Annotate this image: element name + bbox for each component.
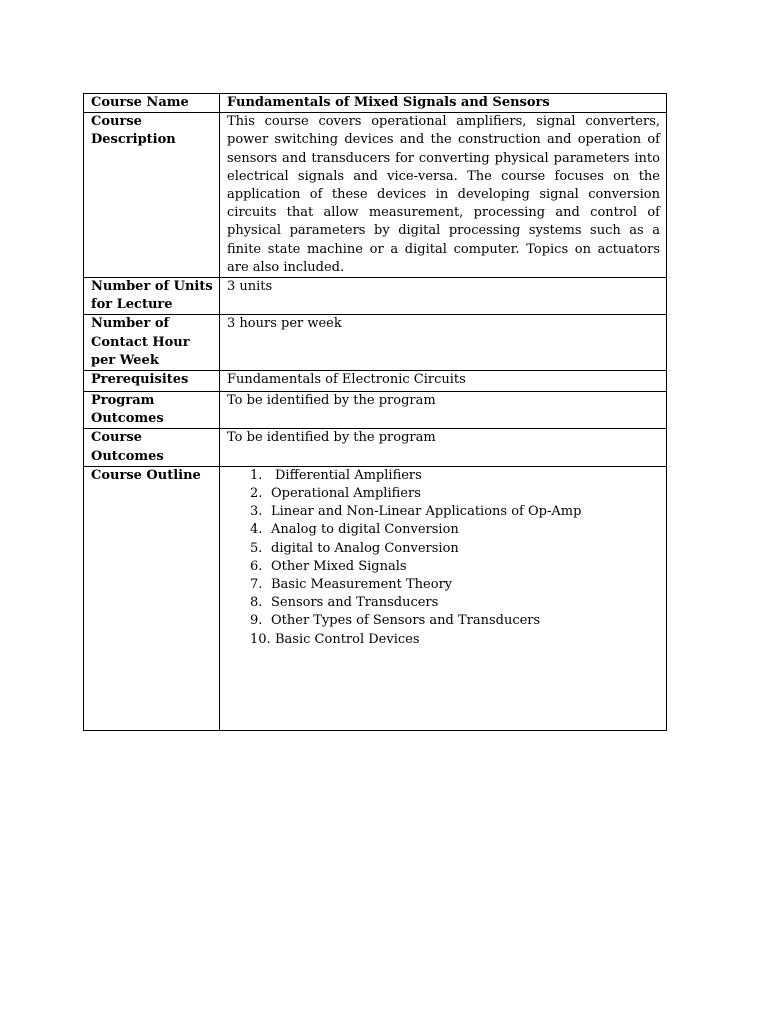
outline-item-text: Sensors and Transducers <box>271 595 439 611</box>
course-outcomes-label: Course Outcomes <box>84 429 220 466</box>
course-description-value: This course covers operational amplifiers, signal converters, power switching devices and the construction and operation of sensors and transducers for converting physical parameters into electrical signals and vice-versa. The course focuses on the application of these devices in developing signal conversion circuits that allow measurement, processing and control of physical parameters by digital processing systems such as a finite state machine or a digital computer. Topics on actuators are also included. <box>220 113 667 278</box>
outline-list-item <box>227 467 660 485</box>
outline-list-item <box>227 594 660 612</box>
outline-item-text: Other Types of Sensors and Transducers <box>271 613 541 629</box>
outline-item-text: Operational Amplifiers <box>271 486 421 502</box>
program-outcomes-value: To be identified by the program <box>220 392 667 429</box>
outline-item-text: Other Mixed Signals <box>271 558 407 574</box>
outline-item-number: 8. <box>250 595 263 611</box>
outline-item-number: 2. <box>250 486 263 502</box>
outline-list-item <box>227 558 660 576</box>
units-row <box>84 278 667 315</box>
course-name-value: Fundamentals of Mixed Signals and Sensors <box>220 94 667 113</box>
course-outcomes-row <box>84 429 667 466</box>
outline-item-text: Basic Measurement Theory <box>271 576 453 592</box>
outline-item-text: Basic Control Devices <box>275 631 420 647</box>
course-syllabus-table <box>83 93 667 731</box>
outline-item-text: Differential Amplifiers <box>275 467 422 483</box>
outline-list-item <box>227 612 660 630</box>
program-outcomes-row <box>84 392 667 429</box>
outline-item-number: 9. <box>250 613 263 629</box>
outline-list-item <box>227 521 660 539</box>
outline-item-number: 3. <box>250 504 263 520</box>
outline-item-number: 5. <box>250 540 263 556</box>
outline-item-number: 10. <box>250 631 271 647</box>
outline-item-text: Linear and Non-Linear Applications of Op-Amp <box>271 504 582 520</box>
course-name-label: Course Name <box>84 94 220 113</box>
outline-item-number: 4. <box>250 522 263 538</box>
course-description-label: Course Description <box>84 113 220 278</box>
outline-list-item <box>227 540 660 558</box>
contact-hours-row <box>84 315 667 371</box>
outline-list-item <box>227 485 660 503</box>
course-name-row <box>84 94 667 113</box>
outline-item-number: 6. <box>250 558 263 574</box>
course-outline-row <box>84 466 667 730</box>
program-outcomes-label: Program Outcomes <box>84 392 220 429</box>
course-outline-value <box>220 466 667 730</box>
contact-hours-label: Number of Contact Hour per Week <box>84 315 220 371</box>
outline-item-number: 1. <box>250 467 263 483</box>
prerequisites-label: Prerequisites <box>84 371 220 392</box>
outline-item-text: Analog to digital Conversion <box>271 522 459 538</box>
outline-item-text: digital to Analog Conversion <box>271 540 459 556</box>
outline-list-item <box>227 576 660 594</box>
course-outcomes-value: To be identified by the program <box>220 429 667 466</box>
prerequisites-value: Fundamentals of Electronic Circuits <box>220 371 667 392</box>
outline-item-number: 7. <box>250 576 263 592</box>
outline-list-item <box>227 631 660 649</box>
course-description-row <box>84 113 667 278</box>
units-label: Number of Units for Lecture <box>84 278 220 315</box>
prerequisites-row <box>84 371 667 392</box>
contact-hours-value: 3 hours per week <box>220 315 667 371</box>
course-outline-list <box>227 467 660 649</box>
outline-list-item <box>227 503 660 521</box>
units-value: 3 units <box>220 278 667 315</box>
course-outline-label: Course Outline <box>84 466 220 730</box>
